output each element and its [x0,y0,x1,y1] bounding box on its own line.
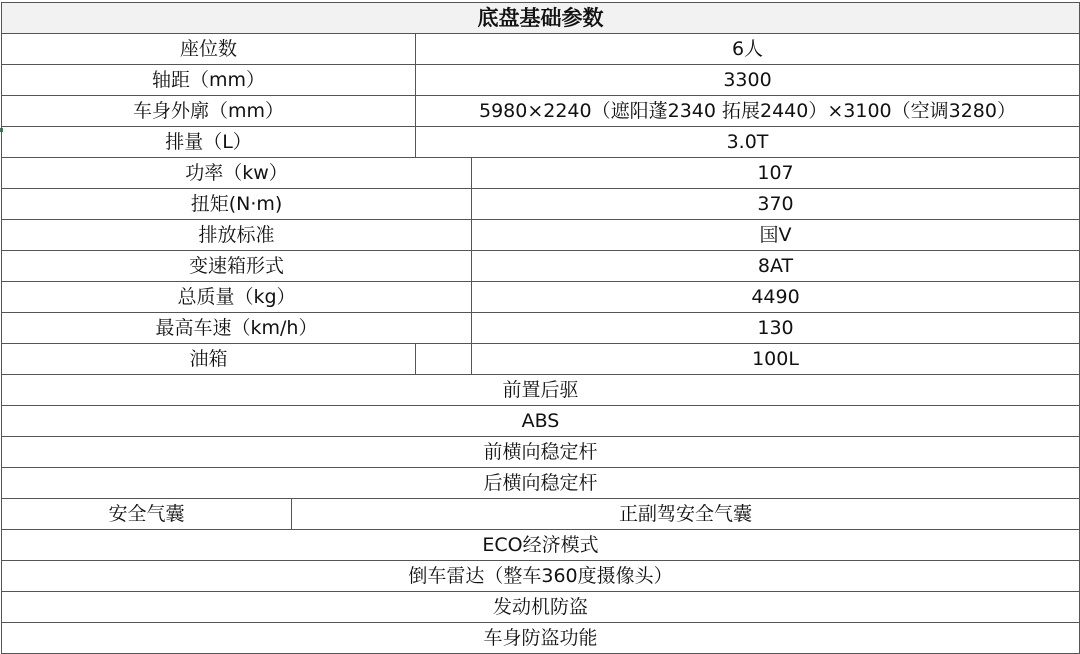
table-row [2,313,1080,344]
row-value: 6人 [416,34,1080,65]
row-label: 油箱 [2,344,416,375]
table-row [2,251,1080,282]
row-value: 130 [472,313,1080,344]
feature-cell: ECO经济模式 [2,530,1080,561]
row-label: 安全气囊 [2,499,292,530]
row-label: 总质量（kg） [2,282,472,313]
table-row [2,592,1080,623]
row-value: 8AT [472,251,1080,282]
table-row [2,282,1080,313]
table-row [2,623,1080,654]
table-row [2,34,1080,65]
feature-cell: 车身防盗功能 [2,623,1080,654]
feature-cell: 发动机防盗 [2,592,1080,623]
table-title-row [2,3,1080,34]
table-row [2,437,1080,468]
table-row [2,406,1080,437]
feature-cell: 倒车雷达（整车360度摄像头） [2,561,1080,592]
table-row [2,468,1080,499]
table-title: 底盘基础参数 [2,3,1080,34]
chassis-spec-table [1,2,1080,654]
table-row [2,220,1080,251]
table-row [2,127,1080,158]
row-label: 功率（kw） [2,158,472,189]
row-value: 正副驾安全气囊 [292,499,1080,530]
table-row [2,96,1080,127]
table-row [2,530,1080,561]
feature-cell: ABS [2,406,1080,437]
table-row [2,375,1080,406]
table-row [2,189,1080,220]
row-value: 4490 [472,282,1080,313]
row-label: 最高车速（km/h） [2,313,472,344]
row-value: 3300 [416,65,1080,96]
row-label: 轴距（mm） [2,65,416,96]
feature-cell: 前横向稳定杆 [2,437,1080,468]
row-label: 扭矩(N·m) [2,189,472,220]
table-row [2,158,1080,189]
table-row [2,344,1080,375]
table-row [2,499,1080,530]
row-label: 车身外廓（mm） [2,96,416,127]
row-value: 107 [472,158,1080,189]
row-value: 100L [472,344,1080,375]
row-label: 座位数 [2,34,416,65]
row-label: 排量（L） [2,127,416,158]
table-row [2,561,1080,592]
feature-cell: 前置后驱 [2,375,1080,406]
row-value: 5980×2240（遮阳蓬2340 拓展2440）×3100（空调3280） [416,96,1080,127]
row-value: 3.0T [416,127,1080,158]
row-label: 排放标准 [2,220,472,251]
row-label: 变速箱形式 [2,251,472,282]
row-value: 370 [472,189,1080,220]
feature-cell: 后横向稳定杆 [2,468,1080,499]
table-row [2,65,1080,96]
row-value: 国V [472,220,1080,251]
empty-cell [416,344,472,375]
